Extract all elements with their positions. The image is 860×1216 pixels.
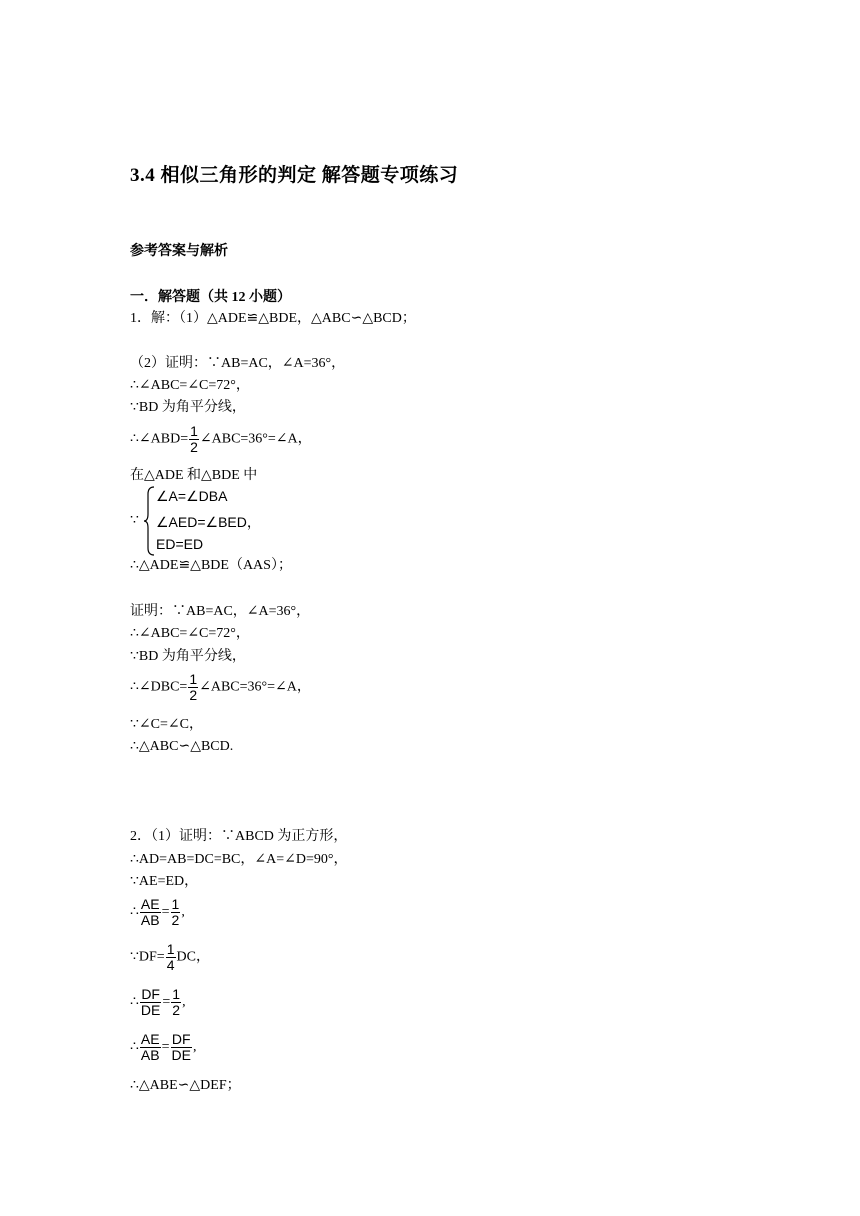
numerator: 1 [171,896,180,912]
page-title: 3.4 相似三角形的判定 解答题专项练习 [130,165,459,186]
equation-system [130,486,330,556]
p2-line-3: ∵AE=ED， [130,874,199,889]
text: DC， [176,949,210,965]
p1-line-11 [130,672,311,703]
p1-line-10: ∵BD 为角平分线， [130,649,246,664]
answer-heading: 参考答案与解析 [130,244,228,259]
text: ∴∠ABD= [130,431,189,447]
p2-line-7 [130,1032,196,1063]
system-row-2: ∠AED=∠BED， [156,514,261,530]
denominator: AB [140,1047,160,1063]
text: ∵DF= [130,949,165,965]
p1-line-6: 在△ADE 和△BDE 中 [130,468,258,483]
text: , [182,994,186,1010]
text: ∴ [130,904,139,920]
denominator: DE [171,1047,191,1063]
numerator: 1 [190,423,198,439]
p2-line-8: ∴△ABE∽△DEF； [130,1078,241,1093]
fraction [171,1032,192,1063]
p1-line-1: 1．解：（1）△ADE≌△BDE，△ABC∽△BCD； [130,311,416,326]
text: ∠ABC=36°=∠A， [199,679,311,695]
p1-line-5 [130,424,312,455]
text: = [161,904,170,920]
left-brace-icon [144,486,156,556]
denominator: AB [140,912,160,928]
section-heading: 一．解答题（共 12 小题） [130,290,291,305]
denominator: 2 [171,912,180,928]
p2-line-2: ∴AD=AB=DC=BC，∠A=∠D=90°， [130,852,348,867]
fraction [140,897,161,928]
fraction [166,942,176,973]
p1-line-4: ∵BD 为角平分线， [130,400,246,415]
numerator: DF [141,986,160,1002]
text: ∴∠DBC= [130,679,188,695]
fraction [140,1032,161,1063]
p1-line-12: ∵∠C=∠C， [130,717,203,732]
p2-line-1: 2．（1）证明：∵ABCD 为正方形， [130,829,348,844]
text: ∠ABC=36°=∠A， [199,431,312,447]
denominator: 2 [172,1002,181,1018]
numerator: 1 [189,671,198,687]
p2-line-6 [130,987,186,1018]
numerator: AE [140,896,160,912]
numerator: 1 [172,986,181,1002]
fraction [140,987,161,1018]
text: ∴ [130,994,139,1010]
p1-line-2: （2）证明：∵AB=AC，∠A=36°， [130,356,346,371]
numerator: AE [140,1031,160,1047]
denominator: 2 [190,439,198,455]
text: ∴ [130,1039,139,1055]
p2-line-5 [130,942,210,973]
fraction [188,672,198,703]
p1-line-9: ∴∠ABC=∠C=72°， [130,626,250,641]
text: = [161,1039,170,1055]
fraction [189,424,199,455]
p2-line-4 [130,897,185,928]
since-symbol: ∵ [130,513,139,528]
text: , [192,1039,197,1055]
system-row-3: ED=ED [156,536,204,552]
text: = [162,994,171,1010]
system-row-1: ∠A=∠DBA [156,488,228,504]
p1-line-13: ∴△ABC∽△BCD. [130,739,234,754]
numerator: 1 [166,941,175,957]
p1-line-3: ∴∠ABC=∠C=72°， [130,378,250,393]
p1-line-7: ∴△ADE≌△BDE（AAS）； [130,558,292,573]
denominator: 2 [189,687,198,703]
denominator: DE [140,1002,161,1018]
text: , [181,904,185,920]
fraction [171,987,181,1018]
denominator: 4 [166,957,175,973]
fraction [171,897,181,928]
numerator: DF [171,1031,191,1047]
p1-line-8: 证明：∵AB=AC，∠A=36°， [130,604,311,619]
